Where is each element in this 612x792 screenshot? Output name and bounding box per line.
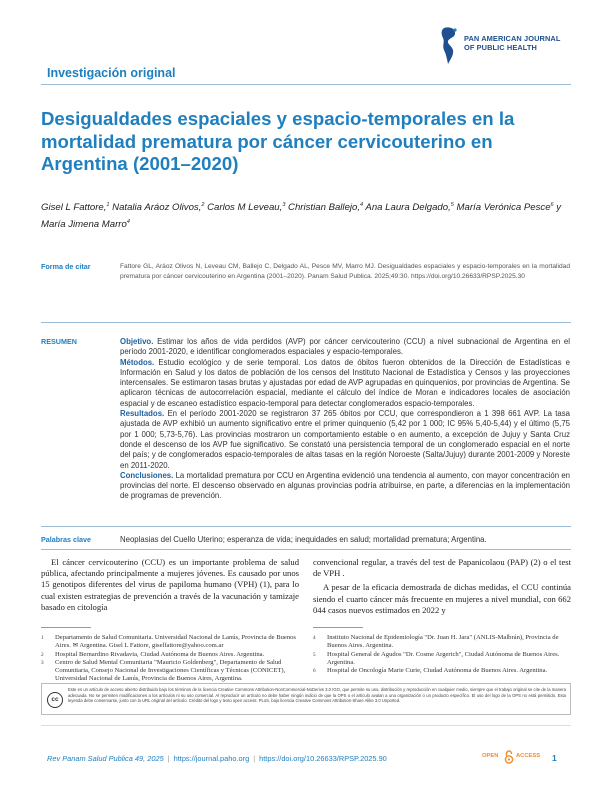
author-name: María Verónica Pesce bbox=[456, 202, 551, 214]
author-name: y María Jimena Marro bbox=[41, 202, 562, 231]
abstract-section-heading: Resultados. bbox=[120, 409, 165, 419]
americas-map-icon bbox=[440, 26, 460, 66]
footer-url-link[interactable]: https://journal.paho.org bbox=[173, 754, 250, 763]
abstract-section-text: La mortalidad prematura por CCU en Argentina evidenció una tendencia al aumento, con mayor concentración en provincias del norte. El descenso observado en algunas provincias podría atribuirse, en parte, a diferencias en la implementación de programas de prevención. bbox=[120, 470, 570, 501]
open-lock-icon bbox=[504, 750, 514, 764]
open-access-badge bbox=[482, 750, 544, 764]
header-divider bbox=[41, 84, 571, 85]
author-affiliation-number: 4 bbox=[360, 202, 364, 208]
affiliation-number: 3 bbox=[41, 659, 44, 666]
affiliations-left bbox=[41, 634, 299, 684]
footer-journal-ref: Rev Panam Salud Publica 49, 2025 bbox=[47, 754, 164, 763]
affiliation-item bbox=[313, 667, 571, 675]
footer-citation: Rev Panam Salud Publica 49, 2025 | https://journal.paho.org | https://doi.org/10.26633/RPSP.2025.90 bbox=[47, 754, 387, 763]
license-box bbox=[41, 683, 571, 715]
abstract-section bbox=[120, 409, 570, 471]
abstract-divider bbox=[41, 526, 571, 527]
author-affiliation-number: 6 bbox=[550, 202, 554, 208]
abstract-body bbox=[120, 337, 570, 502]
creative-commons-icon: cc bbox=[47, 692, 63, 708]
affiliations-rule-right bbox=[313, 627, 363, 628]
author-name: Ana Laura Delgado, bbox=[365, 202, 451, 214]
author-affiliation-number: 2 bbox=[201, 202, 205, 208]
affiliation-number: 1 bbox=[41, 635, 44, 641]
body-column-right bbox=[313, 557, 571, 619]
footer-divider bbox=[41, 725, 571, 726]
logo-line2: OF PUBLIC HEALTH bbox=[464, 43, 537, 52]
page-number: 1 bbox=[552, 753, 557, 763]
abstract-section-heading: Objetivo. bbox=[120, 337, 154, 346]
citation-divider bbox=[41, 322, 571, 323]
abstract-section bbox=[120, 471, 570, 502]
journal-logo-text bbox=[464, 34, 594, 52]
keywords-text: Neoplasias del Cuello Uterino; esperanza de vida; inequidades en salud; mortalidad prematura; Argentina. bbox=[120, 535, 487, 544]
affiliation-item bbox=[41, 659, 299, 684]
affiliation-text: Hospital Bernardino Rivadavia, Ciudad Autónoma de Buenos Aires. Argentina. bbox=[55, 650, 265, 658]
affiliation-number: 6 bbox=[313, 668, 316, 675]
abstract-section-text: En el período 2001-2020 se registraron 37 265 óbitos por CCU, que correspondieron a 1 398 661 AVP. La tasa ajustada de AVP exhibió un aumento significativo entre el primer quinquenio (5,42 por 1 000; IC 95% 5,40-5,44) y el último (5,75 por 1 000; 5,73-5,76). Las provincias mostraron un comportamiento estable o en aumento, a excepción de Jujuy y Santa Cruz donde el descenso de los AVP fue significativo. Se constató una persistencia temporal de un conglomerado espacial en el norte del país; y de conglomerados espacio-temporales de altas tasas en la región Noroeste (Salta/Jujuy) durante 2001-2009 y Noreste en 2011-2020. bbox=[120, 409, 570, 470]
keywords-divider bbox=[41, 549, 571, 550]
author-affiliation-number: 3 bbox=[282, 202, 286, 208]
affiliations-rule-left bbox=[41, 627, 91, 628]
author-affiliation-number: 5 bbox=[450, 202, 454, 208]
section-label: Investigación original bbox=[47, 66, 176, 80]
keywords-label: Palabras clave bbox=[41, 535, 91, 544]
logo-line1: PAN AMERICAN JOURNAL bbox=[464, 34, 561, 43]
abstract-label: RESUMEN bbox=[41, 337, 77, 346]
body-paragraph: convencional regular, a través del test de Papanicolaou (PAP) (2) o el test de VPH . bbox=[313, 557, 571, 579]
abstract-section bbox=[120, 337, 570, 358]
journal-logo bbox=[440, 26, 590, 66]
affiliation-text: Centro de Salud Mental Comunitaria "Mauricio Goldenberg", Departamento de Salud Comunitaria, Consejo Nacional de Investigaciones Científicas y Técnicas (CONICET), Universidad Nacional de Lanús, Provincia de Buenos Aires, Argentina. bbox=[55, 658, 286, 683]
affiliation-number: 4 bbox=[313, 635, 316, 641]
open-access-open: OPEN bbox=[482, 753, 499, 759]
citation-label: Forma de citar bbox=[41, 262, 91, 271]
affiliation-item bbox=[313, 651, 571, 668]
abstract-section bbox=[120, 358, 570, 409]
affiliation-item bbox=[41, 651, 299, 659]
author-name: Christian Ballejo, bbox=[288, 202, 361, 214]
affiliations-right bbox=[313, 634, 571, 675]
abstract-section-heading: Conclusiones. bbox=[120, 470, 174, 480]
author-name: Gisel L Fattore, bbox=[41, 202, 107, 214]
affiliation-text: Instituto Nacional de Epidemiología "Dr. Juan H. Jara" (ANLIS-Malbrán), Provincia de Buenos Aires. Argentina. bbox=[327, 634, 559, 650]
affiliation-item bbox=[41, 634, 299, 651]
abstract-section-text: Estimar los años de vida perdidos (AVP) por cáncer cervicouterino (CCU) a nivel subnacional de Argentina en el período 2001-2020, e identificar conglomerados espaciales y espacio-temporales. bbox=[120, 337, 570, 357]
body-paragraph: A pesar de la eficacia demostrada de dichas medidas, el CCU continúa siendo el cuarto cáncer más frecuente en mujeres a nivel mundial, con 662 044 casos nuevos estimados en 2022 y bbox=[313, 582, 571, 615]
open-access-access: ACCESS bbox=[516, 753, 541, 759]
footer-doi-link[interactable]: https://doi.org/10.26633/RPSP.2025.90 bbox=[259, 754, 387, 763]
author-list bbox=[41, 198, 571, 232]
affiliation-number: 2 bbox=[41, 651, 44, 658]
affiliation-text: Hospital General de Agudos "Dr. Cosme Argerich", Ciudad Autónoma de Buenos Aires. Argentina. bbox=[327, 650, 560, 666]
affiliation-item bbox=[313, 634, 571, 651]
affiliation-text: Departamento de Salud Comunitaria. Universidad Nacional de Lanús, Provincia de Buenos Aires. ✉ Argentina. Gisel L Fattore, giselfattore@yahoo.com.ar bbox=[55, 634, 296, 650]
license-text: Este es un artículo de acceso abierto distribuido bajo los términos de la licencia Creative Commons Attribution-NonCommercial-NoDerivs 3.0 IGO, que permite su uso, distribución y reproducción en cualquier medio, siempre que el trabajo original se cite de la manera adecuada. No se permiten modificaciones a los artículos ni su uso comercial. Al reproducir un artículo no debe haber ningún indicio de que la OPS o el artículo avalan a una organización o un producto específico. El uso del logo de la OPS no está permitido. Esta leyenda debe conservarse, junto con la URL original del artículo. Crédito del logo y texto open access: PLoS, bajo licencia Creative Commons Attribution-Share Alike 3.0 Unported. bbox=[68, 687, 566, 704]
author-name: Carlos M Leveau, bbox=[207, 202, 283, 214]
citation-text: Fattore GL, Aráoz Olivos N, Leveau CM, Ballejo C, Delgado AL, Pesce MV, Marro MJ. Desigualdades espaciales y espacio-temporales en la mortalidad prematura por cáncer cervicouterino en Argentina (2001–2020). Panam Salud Publica. 2025;49:30. https://doi.org/10.26633/RPSP.2025.30 bbox=[120, 263, 570, 280]
author-affiliation-number: 4 bbox=[126, 219, 130, 226]
affiliation-text: Hospital de Oncología Marie Curie, Ciudad Autónoma de Buenos Aires. Argentina. bbox=[327, 667, 548, 675]
author-name: Natalia Aráoz Olivos, bbox=[112, 202, 202, 214]
body-column-left: El cáncer cervicouterino (CCU) es un importante problema de salud pública, afectando principalmente a mujeres jóvenes. Es causado por unos 15 genotipos diferentes del virus de papiloma humano (VPH) (1), para lo cual existen estrategias de prevención a través de la vacunación y tamizaje basado en citología bbox=[41, 557, 299, 612]
author-affiliation-number: 1 bbox=[106, 202, 110, 208]
abstract-section-text: Estudio ecológico y de serie temporal. Los datos de óbitos fueron obtenidos de la Dirección de Estadísticas e Información en Salud y los datos de población de los censos del Instituto Nacional de Estadística y Censos y las proyecciones intercensales. Se estimaron tasas brutas y ajustadas por edad de AVP agrupadas en quinquenios, por provincias de Argentina. Se aplicaron técnicas de autocorrelación espacial, mediante el cálculo del índice de Moran e indicadores locales de asociación espacial y de escaneo estadístico espacio-temporal para detectar conglomerados espacio-temporales. bbox=[120, 357, 570, 408]
abstract-section-heading: Métodos. bbox=[120, 357, 155, 367]
article-title: Desigualdades espaciales y espacio-temporales en la mortalidad prematura por cáncer cervicouterino en Argentina (2001–2020) bbox=[41, 108, 515, 174]
affiliation-number: 5 bbox=[313, 651, 316, 658]
